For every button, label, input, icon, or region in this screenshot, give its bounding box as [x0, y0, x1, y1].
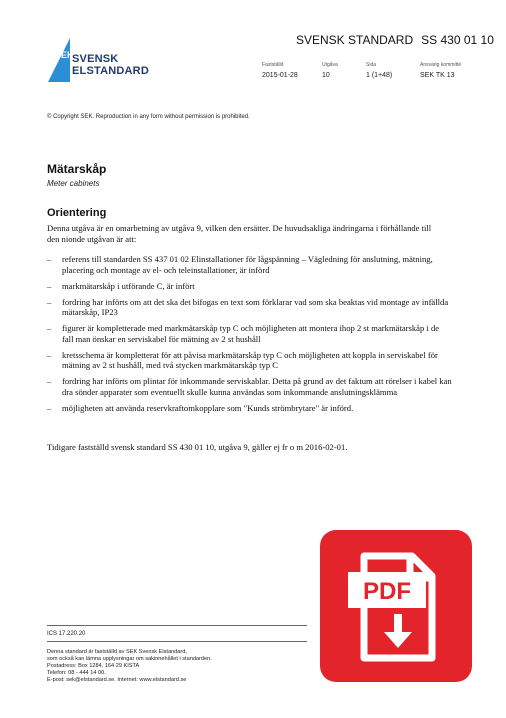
- pdf-label: PDF: [363, 578, 411, 605]
- list-item-text: fordring har införts om att det ska det bifogas en text som förklarar vad som ska beaktas vid montage av infällda mätarskåp, IP23: [62, 296, 449, 318]
- footer-divider-top: [47, 625, 307, 626]
- meta-value-page: 1 (1+48): [366, 72, 393, 79]
- list-dash: –: [47, 323, 52, 334]
- list-dash: –: [47, 349, 52, 360]
- meta-value-date: 2015-01-28: [262, 72, 298, 79]
- list-item-text: kretsschema är kompletterat för att påvisa markmätarskåp typ C och möjligheten att koppla in serviskabel för mätning av 2 st hushåll, med två stycken markmätarskåp typ C: [62, 349, 438, 371]
- footer-divider-bottom: [47, 641, 307, 642]
- list-item-text: figurer är kompletterade med markmätarskåp typ C och möjligheten att montera ihop 2 st markmätarskåp i de fall man önskar en serviskabel för mätning av 2 st hushåll: [62, 323, 440, 344]
- list-item-text: referens till standarden SS 437 01 02 Elinstallationer för lågspänning – Vägledning för anslutning, mätning, placering och montage av el- och teleinstallationer, är införd: [62, 254, 433, 275]
- list-item-text: fordring har införts om plintar för inkommande serviskablar. Detta på grund av det faktum att rörelser i kabel kan dra sönder apparater som eventuellt skulle kunna användas som inkommande anslutningsklämma: [62, 376, 452, 397]
- email-and-website: E-post: sek@elstandard.se. Internet: www.elstandard.se: [47, 676, 187, 683]
- list-item: [47, 323, 452, 344]
- publisher-line: som också kan lämna upplysningar om sakinnehållet i standarden.: [47, 655, 212, 662]
- pdf-download-badge[interactable]: [320, 530, 472, 682]
- logo-text-elstandard: ELSTANDARD: [72, 65, 149, 77]
- meta-value-edition: 10: [322, 72, 330, 79]
- meta-label-sida: Sida: [366, 62, 377, 68]
- list-dash: –: [47, 376, 52, 387]
- document-subtitle: Meter cabinets: [47, 179, 100, 188]
- list-item-text: möjligheten att använda reservkraftomkopplare som "Kunds strömbrytare" är införd.: [62, 402, 354, 413]
- standard-label: SVENSK STANDARD: [296, 33, 414, 47]
- document-title: Mätarskåp: [47, 162, 107, 176]
- list-item: [47, 254, 452, 275]
- logo-text-svensk: SVENSK: [72, 53, 119, 65]
- meta-label-kommitte: Ansvarig kommitté: [420, 62, 462, 68]
- changes-list: [47, 254, 452, 419]
- copyright-notice: © Copyright SEK. Reproduction in any form without permission is prohibited.: [47, 114, 250, 120]
- pdf-file-download-icon[interactable]: [320, 530, 472, 682]
- logo-mark-text: SEK: [55, 50, 74, 60]
- phone-number: Telefon: 08 - 444 14 00.: [47, 669, 106, 676]
- list-item-text: markmätarskåp i utförande C, är infört: [62, 280, 195, 291]
- list-dash: –: [47, 254, 52, 264]
- meta-label-fastst: Fastställd: [262, 62, 284, 68]
- closing-paragraph: Tidigare fastställd svensk standard SS 430 01 10, utgåva 9, gäller ej fr o m 2016-02-01.: [47, 442, 348, 452]
- standard-designation: [296, 33, 494, 47]
- publisher-line: Denna standard är fastställd av SEK Svensk Elstandard,: [47, 649, 187, 655]
- standard-code: SS 430 01 10: [421, 33, 494, 47]
- publisher-info: [47, 649, 212, 684]
- list-item: [47, 281, 452, 292]
- meta-value-committee: SEK TK 13: [420, 72, 455, 79]
- meta-label-utgava: Utgåva: [322, 62, 338, 68]
- intro-paragraph: Denna utgåva är en omarbetning av utgåva 9, vilken den ersätter. De huvudsakliga ändringarna i förhållande till den nionde utgåvan är att:: [47, 223, 432, 244]
- list-item: [47, 350, 452, 371]
- postal-address: Postadress: Box 1284, 164 29 KISTA: [47, 662, 140, 669]
- list-item: [47, 403, 452, 414]
- section-heading-orientering: Orientering: [47, 207, 107, 219]
- list-item: [47, 297, 452, 318]
- list-dash: –: [47, 280, 52, 291]
- sek-logo: [46, 38, 156, 88]
- list-item: [47, 376, 452, 397]
- list-dash: –: [47, 296, 52, 307]
- list-dash: –: [47, 402, 52, 413]
- ics-code: ICS 17.220.20: [47, 631, 86, 637]
